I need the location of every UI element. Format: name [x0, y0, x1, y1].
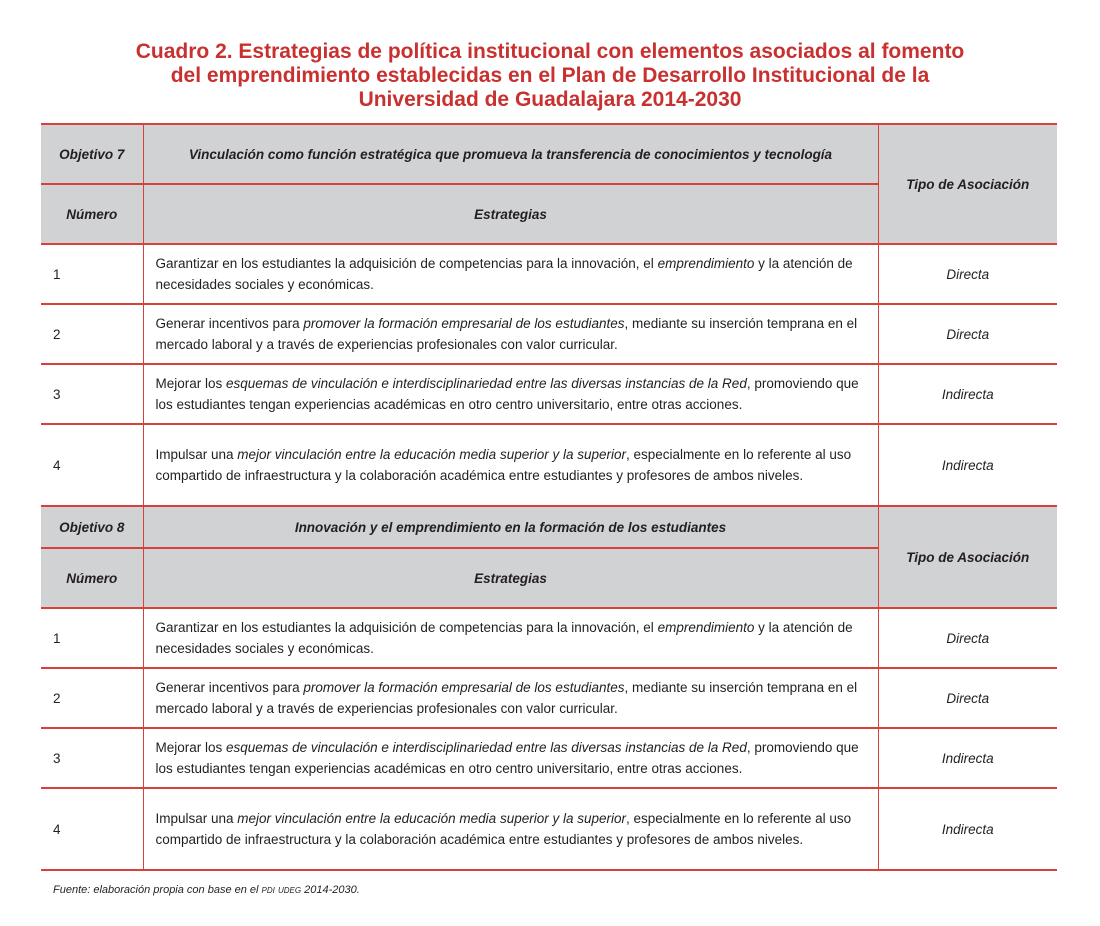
objective-text: Vinculación como función estratégica que promueva la transferencia de conocimientos y tecnología [143, 124, 878, 184]
table-row [41, 668, 1057, 728]
table-row [41, 608, 1057, 668]
strategy-text: Mejorar los esquemas de vinculación e interdisciplinariedad entre las diversas instancias de la Red, promoviendo que los estudiantes tengan experiencias académicas en otro centro universitario, entre otras acciones. [143, 728, 878, 788]
number-header: Número [41, 548, 143, 608]
table-row [41, 728, 1057, 788]
objective-row [41, 124, 1057, 184]
table-row [41, 788, 1057, 870]
type-header: Tipo de Asociación [878, 506, 1057, 608]
association-type: Indirecta [878, 364, 1057, 424]
table-row [41, 424, 1057, 506]
type-header: Tipo de Asociación [878, 124, 1057, 244]
association-type: Directa [878, 608, 1057, 668]
objective-text: Innovación y el emprendimiento en la formación de los estudiantes [143, 506, 878, 548]
title-line-3: Universidad de Guadalajara 2014-2030 [358, 88, 742, 111]
row-number: 4 [41, 424, 143, 506]
source-note: Fuente: elaboración propia con base en el pdi udeg 2014-2030. [53, 884, 360, 896]
association-type: Directa [878, 244, 1057, 304]
strategy-text: Impulsar una mejor vinculación entre la educación media superior y la superior, especialmente en lo referente al uso compartido de infraestructura y la colaboración académica entre estudiantes y profesores de ambos niveles. [143, 424, 878, 506]
row-number: 1 [41, 244, 143, 304]
row-number: 1 [41, 608, 143, 668]
row-number: 4 [41, 788, 143, 870]
strategies-header: Estrategias [143, 184, 878, 244]
strategy-text: Generar incentivos para promover la formación empresarial de los estudiantes, mediante su inserción temprana en el mercado laboral y a través de experiencias profesionales con valor curricular. [143, 304, 878, 364]
strategy-text: Impulsar una mejor vinculación entre la educación media superior y la superior, especialmente en lo referente al uso compartido de infraestructura y la colaboración académica entre estudiantes y profesores de ambos niveles. [143, 788, 878, 870]
strategies-header: Estrategias [143, 548, 878, 608]
table-row [41, 364, 1057, 424]
row-number: 2 [41, 668, 143, 728]
association-type: Directa [878, 668, 1057, 728]
table-row [41, 304, 1057, 364]
row-number: 3 [41, 364, 143, 424]
table-title [0, 40, 1100, 112]
strategy-text: Generar incentivos para promover la formación empresarial de los estudiantes, mediante su inserción temprana en el mercado laboral y a través de experiencias profesionales con valor curricular. [143, 668, 878, 728]
title-line-1: Cuadro 2. Estrategias de política institucional con elementos asociados al fomento [135, 40, 965, 63]
table-row [41, 244, 1057, 304]
row-number: 3 [41, 728, 143, 788]
strategies-table [41, 123, 1057, 871]
title-line-2: del emprendimiento establecidas en el Plan de Desarrollo Institucional de la [170, 64, 930, 87]
strategy-text: Garantizar en los estudiantes la adquisición de competencias para la innovación, el emprendimiento y la atención de necesidades sociales y económicas. [143, 608, 878, 668]
objective-label: Objetivo 8 [41, 506, 143, 548]
number-header: Número [41, 184, 143, 244]
row-number: 2 [41, 304, 143, 364]
objective-row [41, 506, 1057, 548]
association-type: Directa [878, 304, 1057, 364]
association-type: Indirecta [878, 424, 1057, 506]
strategy-text: Mejorar los esquemas de vinculación e interdisciplinariedad entre las diversas instancias de la Red, promoviendo que los estudiantes tengan experiencias académicas en otro centro universitario, entre otras acciones. [143, 364, 878, 424]
objective-label: Objetivo 7 [41, 124, 143, 184]
strategy-text: Garantizar en los estudiantes la adquisición de competencias para la innovación, el emprendimiento y la atención de necesidades sociales y económicas. [143, 244, 878, 304]
association-type: Indirecta [878, 728, 1057, 788]
association-type: Indirecta [878, 788, 1057, 870]
